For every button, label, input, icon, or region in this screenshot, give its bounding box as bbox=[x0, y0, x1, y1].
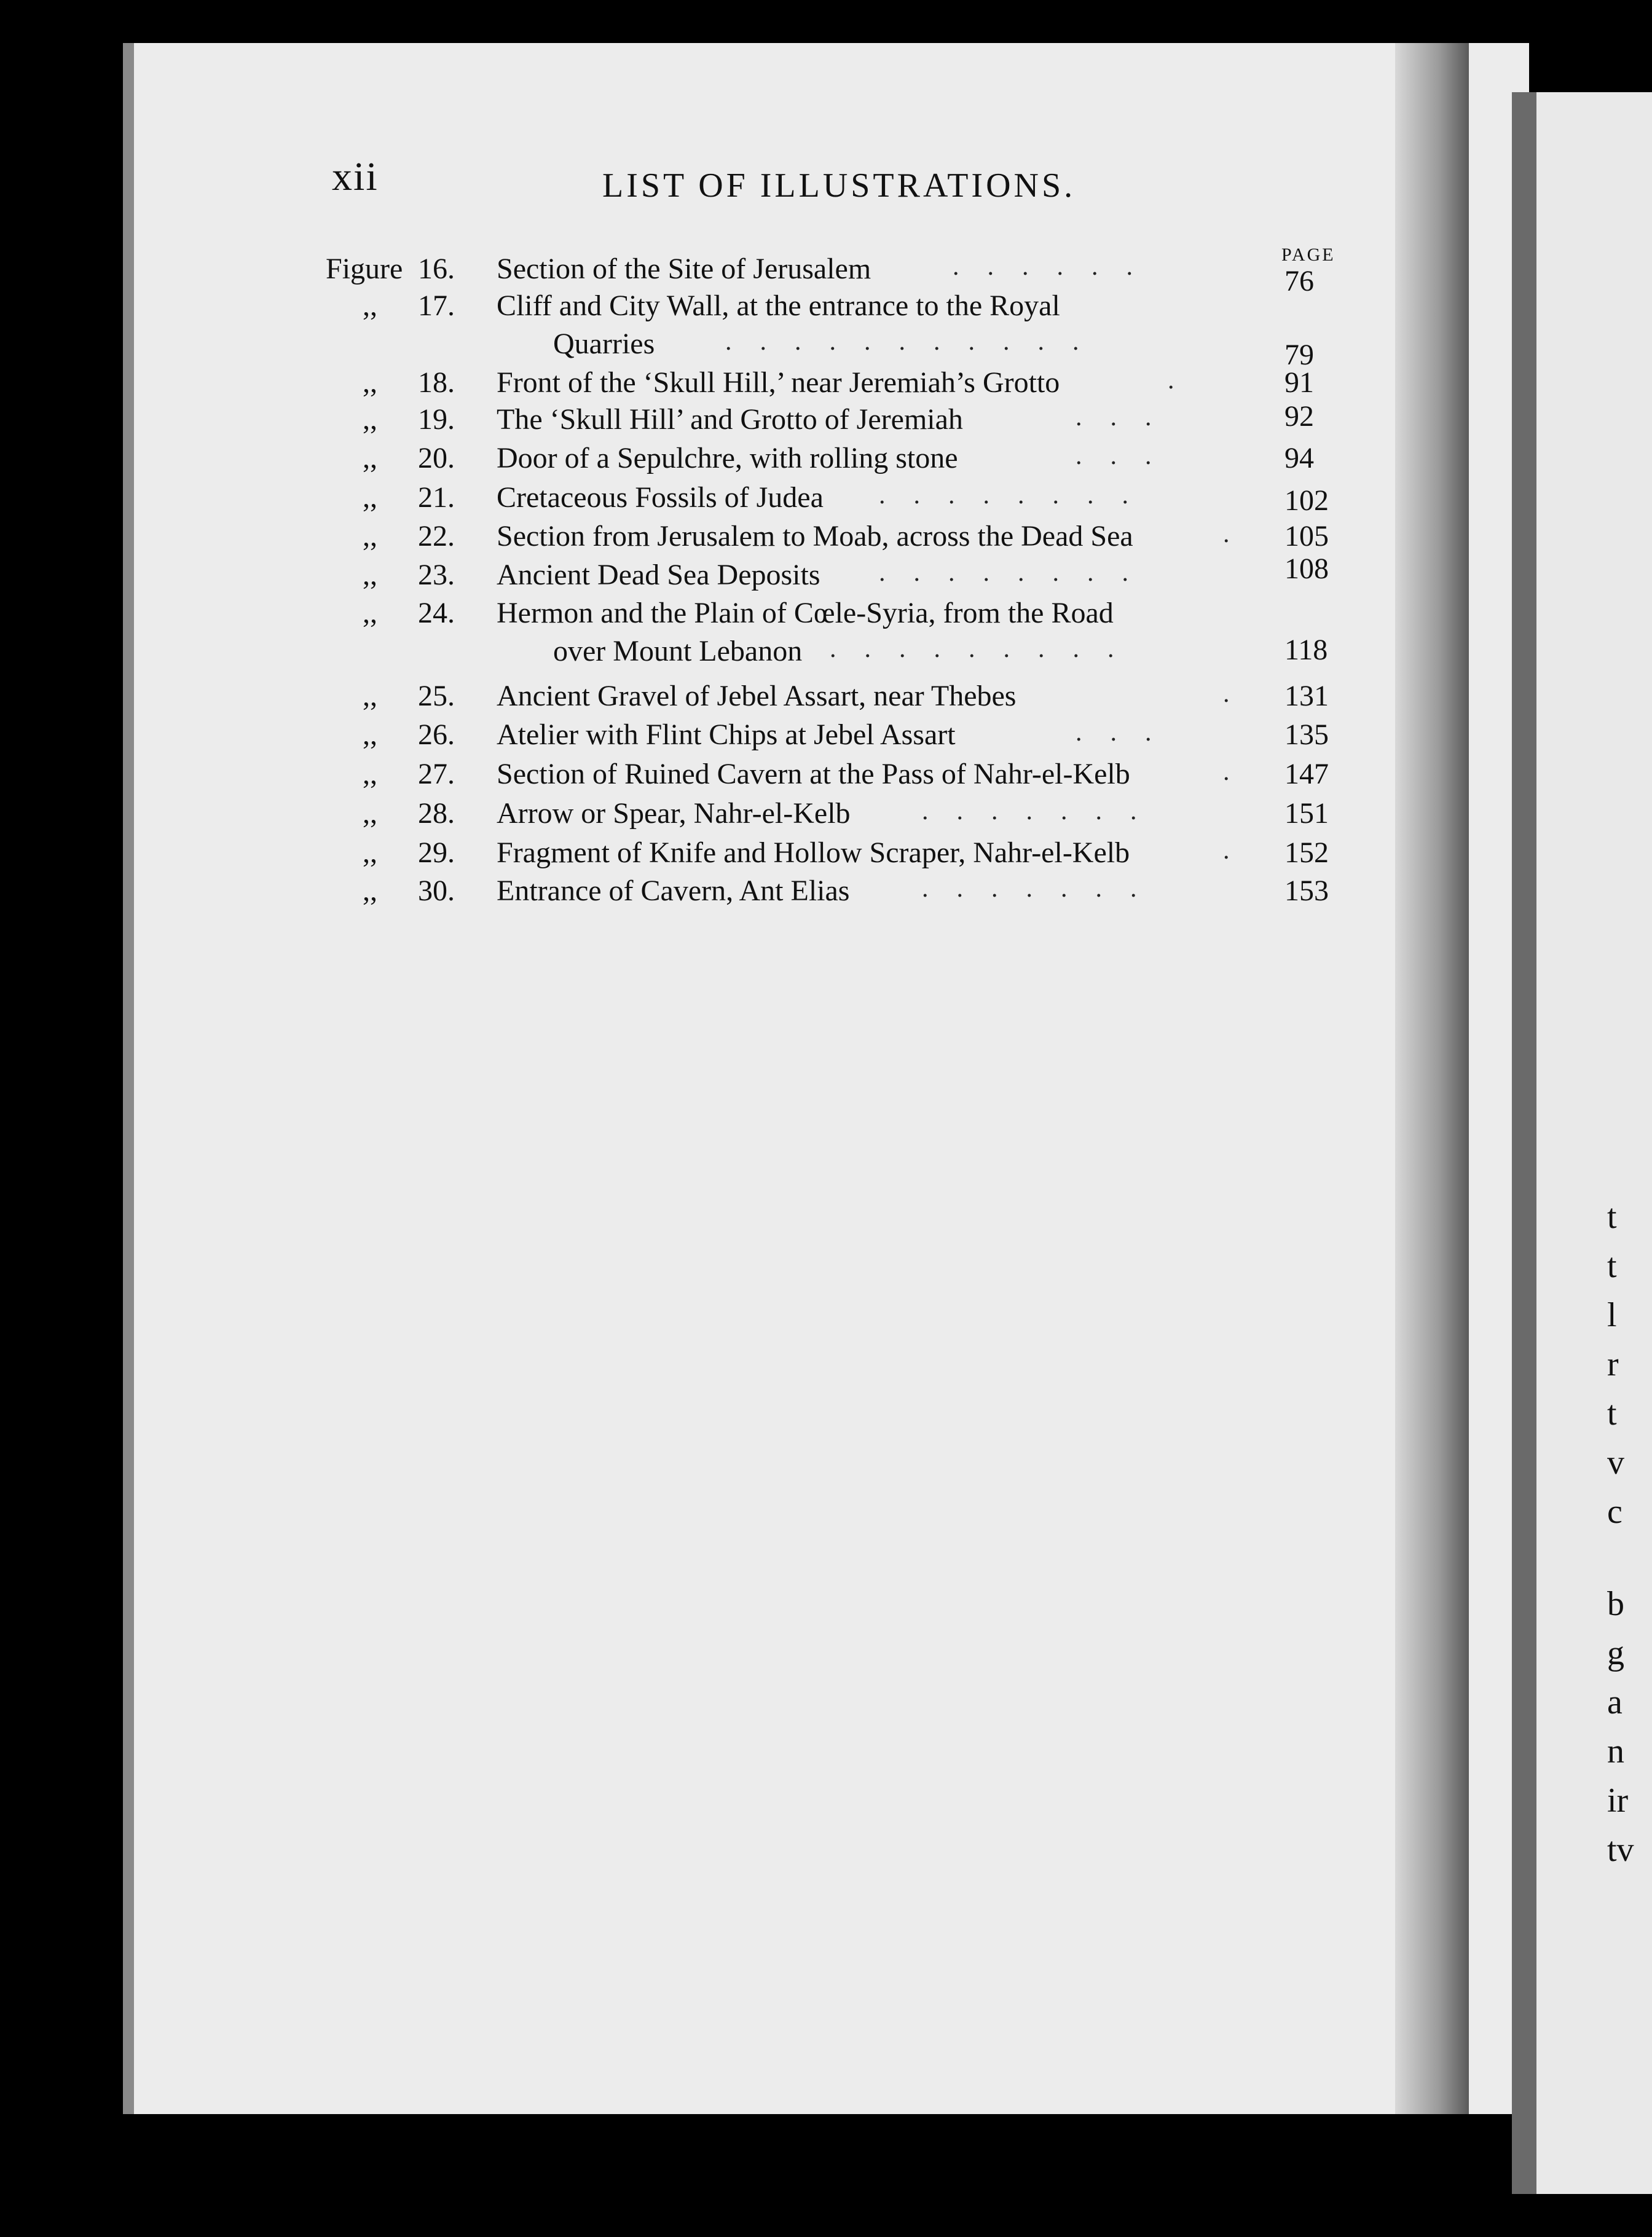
dot-leader: . bbox=[1223, 520, 1258, 548]
figure-number: 25. bbox=[418, 680, 455, 712]
figure-number: 23. bbox=[418, 559, 455, 591]
figure-entry bbox=[0, 366, 1352, 403]
figure-entry bbox=[0, 481, 1352, 517]
figure-title: Hermon and the Plain of Cœle-Syria, from the Road bbox=[497, 597, 1114, 629]
figure-entry bbox=[0, 718, 1352, 755]
figure-entry bbox=[0, 519, 1352, 556]
figure-number: 18. bbox=[418, 366, 455, 399]
facing-line-fragment: g bbox=[1607, 1634, 1624, 1672]
page-number: xii bbox=[332, 154, 379, 199]
figure-title: Fragment of Knife and Hollow Scraper, Nahr-el-Kelb bbox=[497, 836, 1130, 869]
figure-entry bbox=[0, 679, 1352, 716]
facing-line-fragment: r bbox=[1607, 1345, 1619, 1383]
figure-label: ,, bbox=[363, 597, 377, 629]
dot-leader: ... bbox=[1076, 718, 1180, 747]
dot-leader: . bbox=[1168, 366, 1203, 395]
figure-title: Ancient Gravel of Jebel Assart, near Thebes bbox=[497, 680, 1017, 712]
figure-entry bbox=[0, 836, 1352, 873]
figure-title: The ‘Skull Hill’ and Grotto of Jeremiah bbox=[497, 403, 963, 436]
figure-label: ,, bbox=[363, 289, 377, 322]
figure-entry bbox=[0, 252, 1352, 297]
figure-label: ,, bbox=[363, 797, 377, 830]
page-column-label: PAGE bbox=[1281, 245, 1335, 265]
figure-label: Figure bbox=[326, 253, 403, 285]
dot-leader: ... bbox=[1076, 442, 1180, 470]
figure-title: Ancient Dead Sea Deposits bbox=[497, 559, 820, 591]
facing-page bbox=[1512, 92, 1652, 2194]
figure-title: Cretaceous Fossils of Judea bbox=[497, 481, 824, 514]
figure-page-number: 94 bbox=[1284, 442, 1314, 474]
figure-title-continued: over Mount Lebanon bbox=[553, 635, 803, 667]
facing-line-fragment: a bbox=[1607, 1683, 1622, 1721]
figure-number: 17. bbox=[418, 289, 455, 322]
facing-line-fragment: n bbox=[1607, 1732, 1624, 1771]
dot-leader: . bbox=[1223, 836, 1258, 865]
dot-leader: ... bbox=[1076, 403, 1180, 431]
figure-title-continued: Quarries bbox=[553, 328, 655, 360]
figure-number: 27. bbox=[418, 758, 455, 790]
figure-entry bbox=[0, 289, 1352, 371]
figure-page-number: 152 bbox=[1284, 836, 1329, 869]
figure-entry bbox=[0, 441, 1352, 478]
figure-title: Front of the ‘Skull Hill,’ near Jeremiah’s Grotto bbox=[497, 366, 1060, 399]
figure-entry bbox=[0, 757, 1352, 794]
figure-entry bbox=[0, 796, 1352, 833]
facing-paragraph-gap bbox=[1607, 1536, 1634, 1579]
dot-leader: ......... bbox=[830, 635, 1143, 663]
figure-page-number: 108 bbox=[1284, 552, 1329, 585]
figure-page-number: 151 bbox=[1284, 797, 1329, 830]
figure-page-number: 135 bbox=[1284, 718, 1329, 751]
figure-title: Arrow or Spear, Nahr-el-Kelb bbox=[497, 797, 851, 830]
figure-title: Section of Ruined Cavern at the Pass of Nahr-el-Kelb bbox=[497, 758, 1130, 790]
figure-page-number: 153 bbox=[1284, 875, 1329, 907]
figure-title: Section from Jerusalem to Moab, across the Dead Sea bbox=[497, 520, 1133, 552]
figure-label: ,, bbox=[363, 875, 377, 907]
figure-number: 21. bbox=[418, 481, 455, 514]
dot-leader: ........ bbox=[879, 559, 1157, 587]
figure-label: ,, bbox=[363, 403, 377, 436]
figure-entry bbox=[0, 400, 1352, 439]
facing-line-fragment: t bbox=[1607, 1394, 1617, 1433]
facing-line-fragment: t bbox=[1607, 1247, 1617, 1285]
figure-page-number: 118 bbox=[1284, 634, 1328, 666]
figure-label: ,, bbox=[363, 366, 377, 399]
figure-page-number: 79 bbox=[1284, 339, 1314, 371]
facing-line-fragment: v bbox=[1607, 1444, 1624, 1482]
figure-page-number: 147 bbox=[1284, 758, 1329, 790]
figure-number: 30. bbox=[418, 875, 455, 907]
figure-label: ,, bbox=[363, 836, 377, 869]
figure-entry bbox=[0, 552, 1352, 595]
figure-title: Door of a Sepulchre, with rolling stone bbox=[497, 442, 958, 474]
facing-page-text bbox=[1607, 1192, 1634, 1874]
facing-line-fragment: tv bbox=[1607, 1831, 1634, 1869]
figure-label: ,, bbox=[363, 481, 377, 514]
figure-entry bbox=[0, 596, 1352, 667]
dot-leader: ....... bbox=[922, 797, 1165, 825]
figure-number: 19. bbox=[418, 403, 455, 436]
figure-page-number: 76 bbox=[1284, 265, 1314, 297]
figure-number: 28. bbox=[418, 797, 455, 830]
dot-leader: . bbox=[1223, 758, 1258, 786]
figure-title: Section of the Site of Jerusalem bbox=[497, 253, 871, 285]
figure-label: ,, bbox=[363, 718, 377, 751]
figure-number: 24. bbox=[418, 597, 455, 629]
facing-line-fragment: b bbox=[1607, 1585, 1624, 1623]
figure-entry bbox=[0, 874, 1352, 911]
figure-page-number: 102 bbox=[1284, 484, 1329, 517]
figure-number: 29. bbox=[418, 836, 455, 869]
figure-page-number: 91 bbox=[1284, 366, 1314, 399]
figure-label: ,, bbox=[363, 520, 377, 552]
figure-page-number: 105 bbox=[1284, 520, 1329, 552]
facing-line-fragment: t bbox=[1607, 1198, 1617, 1236]
dot-leader: ...... bbox=[953, 253, 1161, 281]
dot-leader: ........... bbox=[725, 328, 1107, 356]
dot-leader: . bbox=[1223, 680, 1258, 708]
figure-page-number: 92 bbox=[1284, 400, 1314, 433]
running-title: LIST OF ILLUSTRATIONS. bbox=[602, 167, 1076, 205]
figure-number: 20. bbox=[418, 442, 455, 474]
facing-line-fragment: l bbox=[1607, 1296, 1617, 1334]
page-gutter-shadow bbox=[1395, 43, 1469, 2114]
figure-title: Entrance of Cavern, Ant Elias bbox=[497, 875, 850, 907]
facing-line-fragment: ir bbox=[1607, 1782, 1629, 1820]
figure-title: Cliff and City Wall, at the entrance to the Royal bbox=[497, 289, 1060, 322]
figure-label: ,, bbox=[363, 442, 377, 474]
figure-number: 16. bbox=[418, 253, 455, 285]
figure-number: 22. bbox=[418, 520, 455, 552]
figure-number: 26. bbox=[418, 718, 455, 751]
dot-leader: ........ bbox=[879, 481, 1157, 509]
figure-page-number: 131 bbox=[1284, 680, 1329, 712]
figure-label: ,, bbox=[363, 680, 377, 712]
dot-leader: ....... bbox=[922, 875, 1165, 903]
facing-line-fragment: c bbox=[1607, 1493, 1622, 1531]
figure-title: Atelier with Flint Chips at Jebel Assart bbox=[497, 718, 956, 751]
figure-label: ,, bbox=[363, 758, 377, 790]
figure-label: ,, bbox=[363, 559, 377, 591]
